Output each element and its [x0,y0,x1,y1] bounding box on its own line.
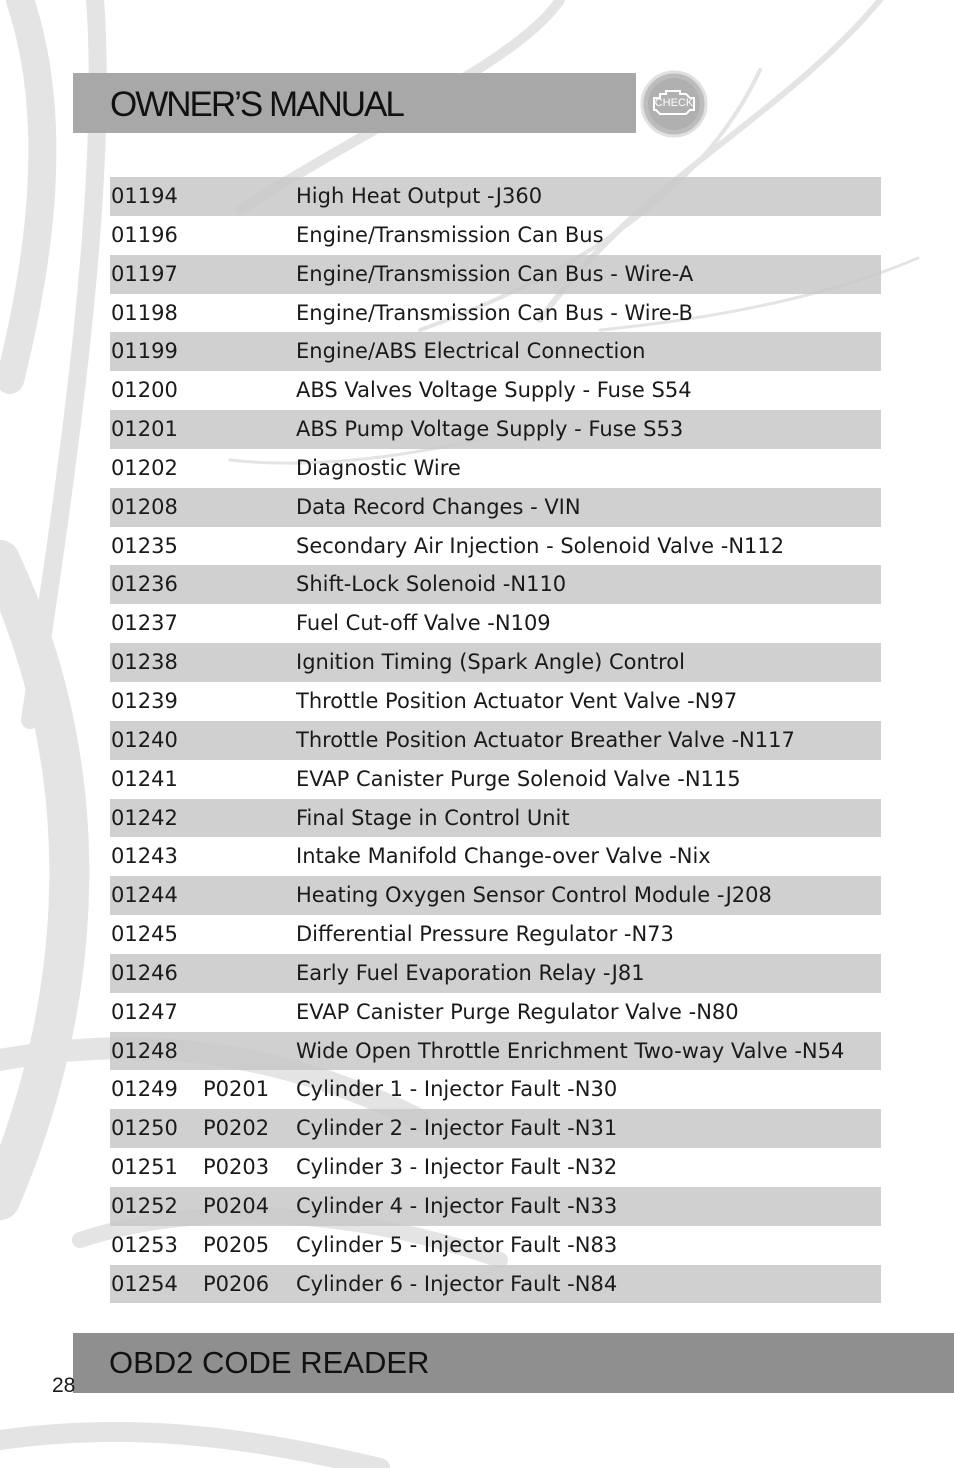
table-row [110,1226,881,1265]
description-cell: High Heat Output -J360 [296,184,543,208]
description-cell: Throttle Position Actuator Breather Valve -N117 [296,727,795,752]
code-cell: 01247 [111,999,178,1024]
description-cell: Fuel Cut-off Valve -N109 [296,611,551,636]
description-cell: Diagnostic Wire [296,455,461,480]
table-row [110,682,881,721]
description-cell: Differential Pressure Regulator -N73 [296,922,674,947]
table-row [110,643,881,682]
description-cell: Shift-Lock Solenoid -N110 [296,572,567,597]
description-cell: Ignition Timing (Spark Angle) Control [296,650,685,675]
page-number: 28 [52,1374,76,1397]
code-cell: 01237 [111,611,178,636]
description-cell: Secondary Air Injection - Solenoid Valve -N112 [296,533,785,558]
description-cell: Engine/Transmission Can Bus - Wire-B [296,300,693,325]
code-table [110,177,881,1303]
table-row [110,1187,881,1226]
table-row [110,565,881,604]
p-code-cell: P0202 [203,1116,270,1141]
p-code-cell: P0205 [203,1232,270,1257]
table-row [110,799,881,838]
code-cell: 01254 [111,1271,178,1296]
table-row [110,876,881,915]
header-bar [73,73,636,133]
footer-title: OBD2 CODE READER [109,1345,430,1380]
p-code-cell: P0203 [203,1155,270,1180]
table-row [110,1032,881,1071]
description-cell: Cylinder 4 - Injector Fault -N33 [296,1193,618,1218]
description-cell: Engine/ABS Electrical Connection [296,339,646,364]
table-row [110,294,881,333]
description-cell: ABS Pump Voltage Supply - Fuse S53 [296,417,684,442]
code-cell: 01253 [111,1232,178,1257]
table-row [110,371,881,410]
description-cell: EVAP Canister Purge Regulator Valve -N80 [296,999,739,1024]
description-cell: Cylinder 5 - Injector Fault -N83 [296,1232,618,1257]
table-row [110,837,881,876]
page-title: OWNER’S MANUAL [110,85,403,124]
code-cell: 01240 [111,727,178,752]
code-cell: 01252 [111,1193,178,1218]
table-row [110,449,881,488]
description-cell: Intake Manifold Change-over Valve -Nix [296,844,711,869]
table-row [110,488,881,527]
code-cell: 01200 [111,378,178,403]
table-row [110,915,881,954]
table-row [110,721,881,760]
code-cell: 01239 [111,688,178,713]
table-row [110,177,881,216]
table-row [110,332,881,371]
code-cell: 01246 [111,960,178,985]
p-code-cell: P0204 [203,1193,270,1218]
footer-bar [73,1333,954,1393]
description-cell: Engine/Transmission Can Bus [296,222,604,247]
code-cell: 01196 [111,222,178,247]
table-row [110,527,881,566]
description-cell: Cylinder 2 - Injector Fault -N31 [296,1116,618,1141]
table-row [110,410,881,449]
table-row [110,760,881,799]
table-row [110,1070,881,1109]
description-cell: Heating Oxygen Sensor Control Module -J208 [296,883,772,908]
description-cell: EVAP Canister Purge Solenoid Valve -N115 [296,766,741,791]
p-code-cell: P0201 [203,1077,270,1102]
code-cell: 01250 [111,1116,178,1141]
table-row [110,993,881,1032]
code-cell: 01248 [111,1038,178,1063]
code-cell: 01245 [111,922,178,947]
code-cell: 01202 [111,455,178,480]
code-cell: 01243 [111,844,178,869]
code-cell: 01241 [111,766,178,791]
table-row [110,1265,881,1304]
code-cell: 01198 [111,300,178,325]
table-row [110,216,881,255]
code-cell: 01251 [111,1155,178,1180]
code-cell: 01199 [111,339,178,364]
p-code-cell: P0206 [203,1271,270,1296]
code-cell: 01249 [111,1077,178,1102]
description-cell: Early Fuel Evaporation Relay -J81 [296,960,645,985]
table-row [110,604,881,643]
description-cell: Cylinder 3 - Injector Fault -N32 [296,1155,618,1180]
table-row [110,954,881,993]
table-row [110,1109,881,1148]
table-row [110,255,881,294]
code-cell: 01244 [111,883,178,908]
code-cell: 01236 [111,572,178,597]
code-cell: 01197 [111,261,178,286]
code-cell: 01242 [111,805,178,830]
description-cell: Data Record Changes - VIN [296,494,581,519]
code-cell: 01194 [111,184,178,208]
code-cell: 01201 [111,417,178,442]
description-cell: Throttle Position Actuator Vent Valve -N97 [296,688,738,713]
table-row [110,1148,881,1187]
description-cell: Cylinder 1 - Injector Fault -N30 [296,1077,618,1102]
check-engine-icon [640,70,708,138]
code-cell: 01208 [111,494,178,519]
description-cell: Final Stage in Control Unit [296,805,570,830]
code-cell: 01238 [111,650,178,675]
description-cell: Cylinder 6 - Injector Fault -N84 [296,1271,618,1296]
code-cell: 01235 [111,533,178,558]
description-cell: Engine/Transmission Can Bus - Wire-A [296,261,694,286]
check-badge-label: CHECK [654,97,694,109]
description-cell: ABS Valves Voltage Supply - Fuse S54 [296,378,692,403]
description-cell: Wide Open Throttle Enrichment Two-way Valve -N54 [296,1038,845,1063]
